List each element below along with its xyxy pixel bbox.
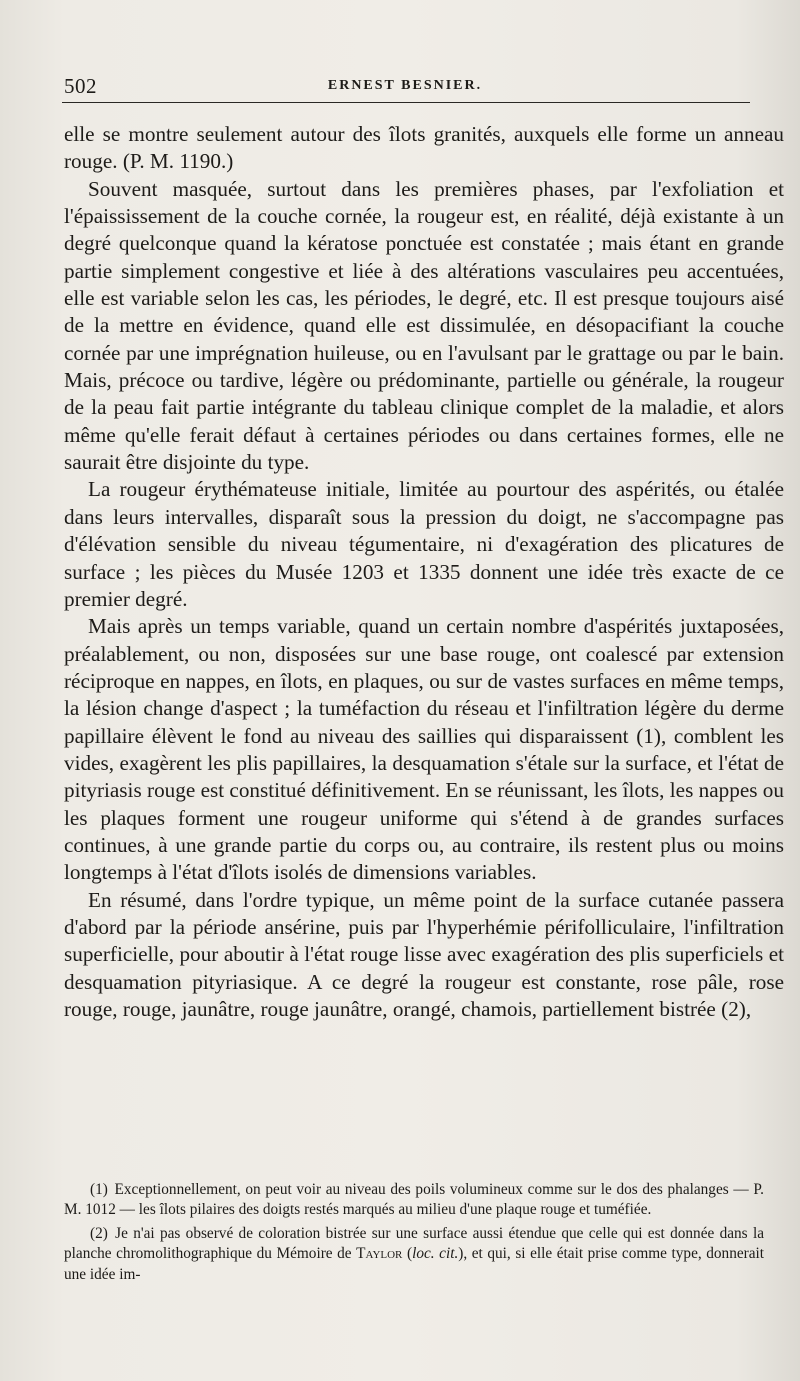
paragraph-5: En résumé, dans l'ordre typique, un même point de la surface cutanée passera d'abord par la période ansérine, puis par l'hyperhémie périfolliculaire, l'infiltration superficielle, pour aboutir à l'état rouge lisse avec exagération des plis superficiels et desquamation pityriasique. A ce degré la rougeur est constante, rose pâle, rose rouge, rouge, jaunâtre, rouge jaunâtre, orangé, chamois, partiellement bistrée (2), (64, 887, 784, 1021)
body-text (64, 121, 784, 1023)
paragraph-3: La rougeur érythémateuse initiale, limitée au pourtour des aspérités, ou étalée dans leurs intervalles, disparaît sous la pression du doigt, ne s'accompagne pas d'élévation sensible du niveau tégumentaire, ni d'exagération des plicatures de surface ; les pièces du Musée 1203 et 1335 donnent une idée très exacte de ce premier degré. (64, 477, 784, 611)
footnote-text-end: ), et qui, si elle était prise comme type, donnerait une idée im- (64, 1245, 765, 1283)
footnote-2: (2) Je n'ai pas observé de coloration bistrée sur une surface aussi étendue que celle qui est donnée dans la planche chromolithographique du Mémoire de Taylor (loc. cit.), et qui, si elle était prise comme type, donnerait une idée im- (64, 1224, 765, 1283)
paragraph-4: Mais après un temps variable, quand un certain nombre d'aspérités juxtaposées, préalablement, ou non, disposées sur une base rouge, ont coalescé par extension réciproque en nappes, en îlots, en plaques, ou sur de vastes surfaces en même temps, la lésion change d'aspect ; la tuméfaction du réseau et l'infiltration légère du derme papillaire élèvent le fond au niveau des saillies qui disparaissent (1), comblent les vides, exagèrent les plis papillaires, la desquamation s'étale sur la surface, et l'état de pityriasis rouge est constitué définitivement. En se réunissant, les îlots, les nappes ou les plaques forment une rougeur uniforme qui s'étend à de grandes surfaces continues, à une grande partie du corps ou, au contraire, ils restent plus ou moins longtemps à l'état d'îlots isolés de dimensions variables. (64, 614, 784, 885)
paragraph-1: elle se montre seulement autour des îlots granités, auxquels elle forme un anneau rouge. (P. M. 1190.) (64, 122, 784, 174)
footnotes (64, 1180, 764, 1288)
footnote-text: Exceptionnellement, on peut voir au niveau des poils volumineux comme sur le dos des phalanges — P. M. 1012 — les îlots pilaires des doigts restés marqués au milieu d'une plaque rouge et tuméfiée. (64, 1181, 765, 1219)
footnote-1 (64, 1180, 764, 1221)
footnote-author: Taylor (356, 1245, 403, 1263)
page-number: 502 (64, 74, 97, 98)
footnote-text: Je n'ai pas observé de coloration bistrée sur une surface aussi étendue que celle qui est donnée dans la planche chromolithographique du Mémoire de (64, 1224, 764, 1263)
paragraph-2: Souvent masquée, surtout dans les premières phases, par l'exfoliation et l'épaississement de la couche cornée, la rougeur est, en réalité, déjà existante à un degré quelconque quand la kératose ponctuée est constatée ; mais étant en grande partie simplement congestive et liée à des altérations vasculaires peu accentuées, elle est variable selon les cas, les périodes, le degré, etc. Il est presque toujours aisé de la mettre en évidence, quand elle est dissimulée, en désopacifiant la couche cornée par une imprégnation huileuse, ou en l'avulsant par le grattage ou par le bain. Mais, précoce ou tardive, légère ou prédominante, partielle ou générale, la rougeur de la peau fait partie intégrante du tableau clinique complet de la maladie, et alors même qu'elle ferait défaut à certaines périodes ou dans certaines formes, elle ne saurait être disjointe du type. (64, 176, 784, 475)
running-head: ERNEST BESNIER. (327, 78, 483, 93)
footnote-marker: (1) (90, 1181, 108, 1198)
footnote-marker: (2) (90, 1224, 108, 1242)
header-rule (62, 102, 750, 103)
page-header (60, 72, 750, 102)
footnote-citation: loc. cit. (412, 1245, 459, 1263)
